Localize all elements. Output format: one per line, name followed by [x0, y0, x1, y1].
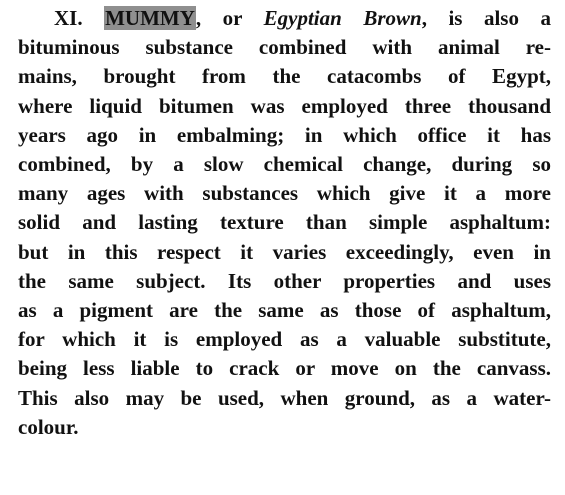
text-line: for which it is employed as a valuable substitute, [18, 327, 551, 352]
text-line: the same subject. Its other properties and uses [18, 268, 551, 293]
highlighted-term: MUMMY [105, 6, 195, 30]
italic-term: Egyptian Brown [263, 6, 422, 30]
text-line: being less liable to crack or move on the canvass. [18, 356, 551, 381]
text-line: combined, by a slow chemical change, during so [18, 152, 551, 177]
paragraph-mummy [18, 4, 551, 442]
paragraph-first-line [18, 4, 551, 33]
text-line: colour. [18, 414, 79, 439]
text-line: as a pigment are the same as those of asphaltum, [18, 298, 551, 323]
text-line: This also may be used, when ground, as a water- [18, 385, 551, 410]
text-line: but in this respect it varies exceedingly, even in [18, 239, 551, 264]
text-line: where liquid bitumen was employed three thousand [18, 93, 551, 118]
text-line: years ago in embalming; in which office it has [18, 122, 551, 147]
first-line-connector: , or [195, 6, 264, 30]
first-line-rest: , is also a [421, 6, 551, 30]
text-line: solid and lasting texture than simple asphaltum: [18, 210, 551, 235]
section-numeral: XI. [54, 6, 83, 30]
text-line: mains, brought from the catacombs of Egypt, [18, 64, 551, 89]
text-line: bituminous substance combined with animal re- [18, 35, 551, 60]
text-line: many ages with substances which give it a more [18, 181, 551, 206]
